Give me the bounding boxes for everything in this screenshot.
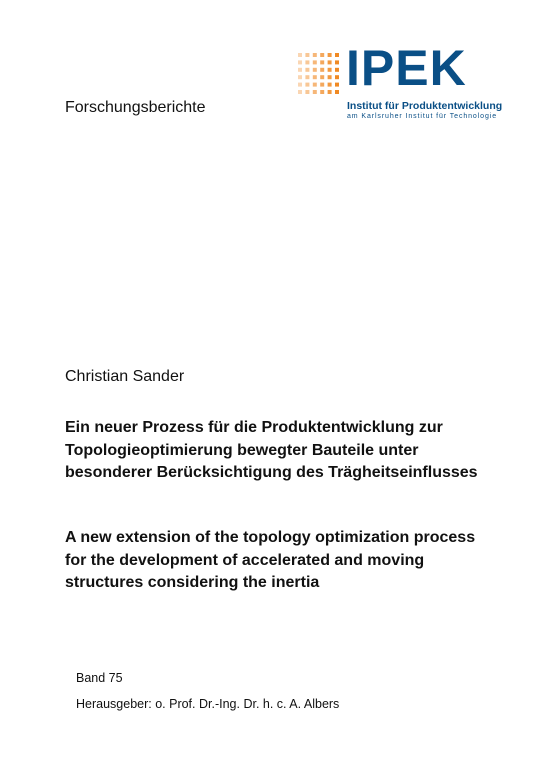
title-german-line-1: Ein neuer Prozess für die Produktentwicklung zur: [65, 419, 443, 436]
logo-dot: [328, 90, 332, 94]
logo-dot: [328, 75, 332, 79]
logo-tagline: am Karlsruher Institut für Technologie: [347, 113, 498, 120]
logo-dot: [313, 68, 317, 72]
volume-number: Band 75: [76, 671, 123, 685]
logo-dot: [328, 60, 332, 64]
logo-dot: [320, 60, 324, 64]
logo-subtitle: Institut für Produktentwicklung: [347, 100, 503, 112]
title-german-line-2: Topologieoptimierung bewegter Bauteile unter: [65, 441, 419, 459]
logo-dot: [313, 90, 317, 94]
dot-grid-icon: [298, 53, 344, 97]
logo-dot: [305, 60, 309, 64]
series-label: Forschungsberichte: [65, 99, 206, 116]
title-english: [65, 527, 515, 595]
logo-dot: [328, 83, 332, 87]
logo-dot: [305, 75, 309, 79]
logo-dot: [298, 53, 302, 57]
logo-dot: [335, 75, 339, 79]
logo-dot: [313, 75, 317, 79]
logo-dot: [320, 68, 324, 72]
logo-dot: [313, 53, 317, 57]
logo-wordmark: IPEK: [346, 40, 467, 96]
logo-dot: [320, 83, 324, 87]
logo-dot: [320, 53, 324, 57]
logo-dot: [298, 75, 302, 79]
logo-dot: [313, 60, 317, 64]
logo-dot: [335, 68, 339, 72]
logo-dot: [305, 68, 309, 72]
title-german: [65, 417, 515, 485]
logo-dot: [320, 75, 324, 79]
logo-dot: [305, 53, 309, 57]
logo-dot: [320, 90, 324, 94]
author-name: Christian Sander: [65, 368, 185, 385]
logo-dot: [335, 60, 339, 64]
logo-dot: [298, 68, 302, 72]
logo-dot: [335, 53, 339, 57]
title-english-line-1: A new extension of the topology optimization process: [65, 529, 476, 546]
editor-line: Herausgeber: o. Prof. Dr.-Ing. Dr. h. c. A. Albers: [76, 697, 340, 711]
logo-dot: [305, 83, 309, 87]
logo-dot: [335, 83, 339, 87]
logo-dot: [328, 53, 332, 57]
logo-dot: [335, 90, 339, 94]
logo-dot: [328, 68, 332, 72]
title-german-line-3: besonderer Berücksichtigung des Trägheitseinflusses: [65, 464, 478, 481]
logo-dot: [298, 90, 302, 94]
logo-dot: [313, 83, 317, 87]
ipek-logo: [298, 40, 508, 121]
logo-dot: [305, 90, 309, 94]
logo-dot: [298, 83, 302, 87]
logo-dot: [298, 60, 302, 64]
title-english-line-2: for the development of accelerated and moving: [65, 551, 425, 569]
title-english-line-3: structures considering the inertia: [65, 574, 320, 591]
